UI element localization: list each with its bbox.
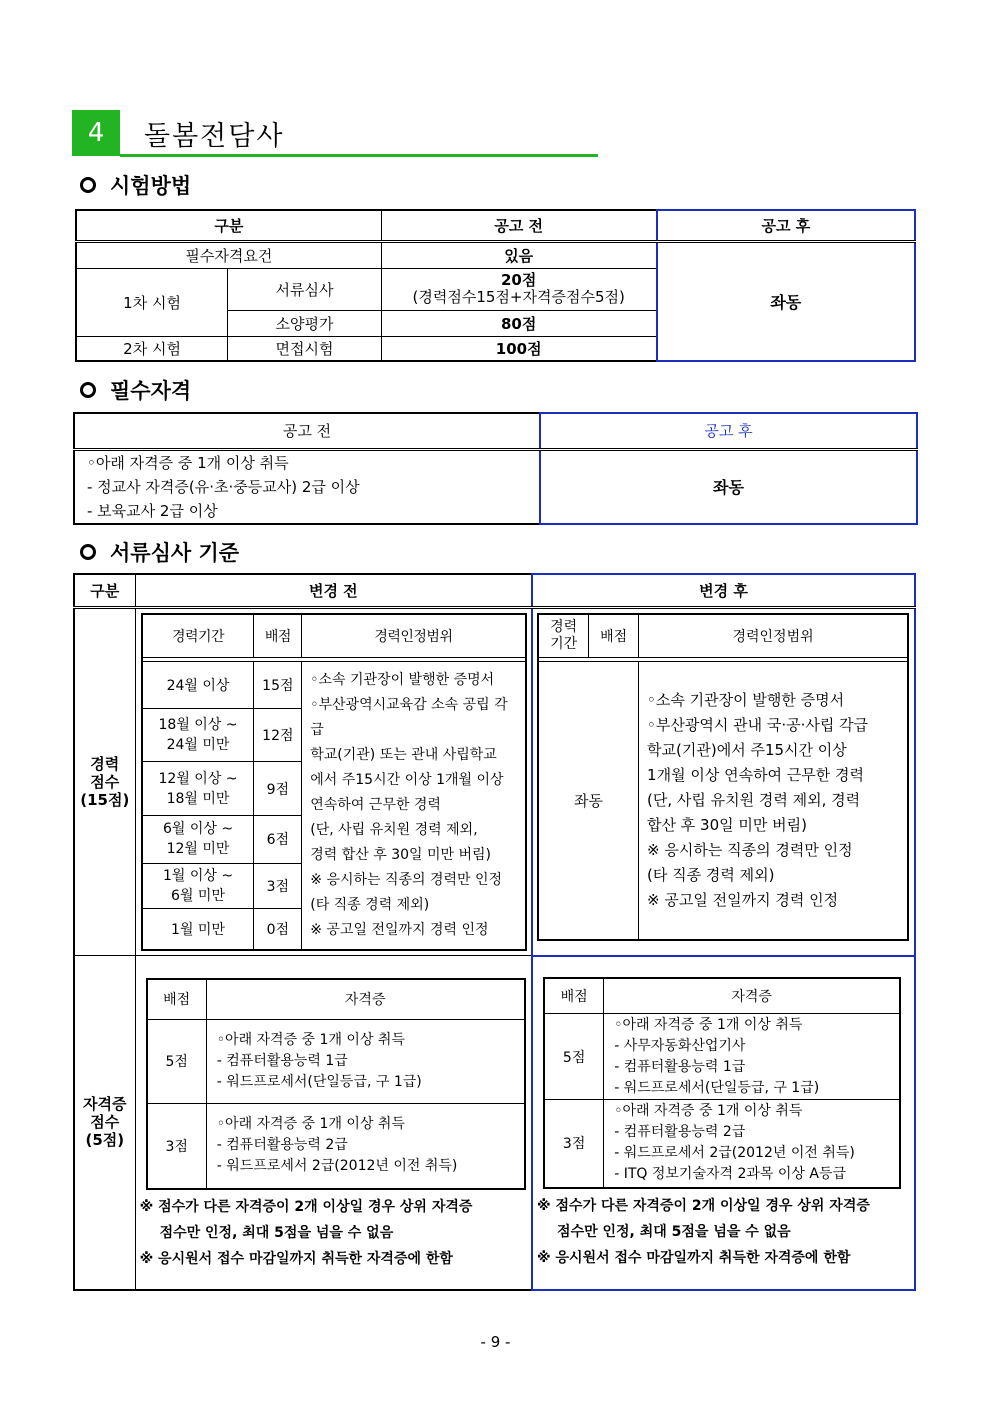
period-score: 12점 xyxy=(254,708,302,762)
circle-bullet-icon xyxy=(80,382,96,398)
qual-header-before: 공고 전 xyxy=(74,413,540,449)
period-score: 15점 xyxy=(254,662,302,709)
circle-bullet-icon xyxy=(80,177,96,193)
doc-review-before: 20점 (경력점수15점+자격증점수5점) xyxy=(381,268,656,310)
exam-after-value: 좌동 xyxy=(657,241,915,361)
period-score: 9점 xyxy=(254,762,302,816)
career-after-cell xyxy=(532,607,915,956)
inner-header-period: 경력 기간 xyxy=(538,614,589,658)
period-score: 3점 xyxy=(254,863,302,908)
cert-before-inner-table xyxy=(146,978,526,1190)
aptitude-label: 소양평가 xyxy=(228,310,382,336)
cert-category: 자격증 점수 (5점) xyxy=(74,956,135,1290)
cert-notes-before: ※ 점수가 다른 자격증이 2개 이상일 경우 상위 자격증 점수만 인정, 최대 5점을 넘을 수 없음 ※ 응시원서 접수 마감일까지 취득한 자격증에 한함 xyxy=(139,1199,473,1267)
interview-label: 면접시험 xyxy=(228,336,382,361)
page-number: - 9 - xyxy=(480,1333,511,1351)
cert-after-cell xyxy=(532,956,915,1290)
cert-before-cell xyxy=(135,956,532,1290)
criteria-header-category: 구분 xyxy=(74,574,135,607)
period-score: 6점 xyxy=(254,816,302,864)
cert-score: 3점 xyxy=(544,1100,604,1188)
cert-header-score: 배점 xyxy=(147,979,207,1019)
required-before: 있음 xyxy=(381,241,656,268)
career-before-inner-table xyxy=(141,613,527,952)
cert-score: 5점 xyxy=(544,1014,604,1100)
qualification-table xyxy=(73,412,918,525)
career-range-after: ◦소속 기관장이 발행한 증명서 ◦부산광역시 관내 국·공·사립 각급 학교(기관)에서 주15시간 이상 1개월 이상 연속하여 근무한 경력 (단, 사립 유치원 경력 제외, 경력 합산 후 30일 미만 버림) ※ 응시하는 직종의 경력만 인정 (타 직종 경력 제외) ※ 공고일 전일까지 경력 인정 xyxy=(639,662,909,940)
second-exam-label: 2차 시험 xyxy=(76,336,228,361)
period-cell: 6월 이상 ~ 12월 미만 xyxy=(142,816,254,864)
inner-header-range: 경력인정범위 xyxy=(302,614,526,658)
circle-bullet-icon xyxy=(80,544,96,560)
period-cell: 1월 이상 ~ 6월 미만 xyxy=(142,863,254,908)
cert-after-inner-table xyxy=(543,977,901,1189)
period-cell: 24월 이상 xyxy=(142,662,254,709)
criteria-heading: 서류심사 기준 xyxy=(80,537,239,567)
section-header xyxy=(72,110,600,158)
criteria-header-after: 변경 후 xyxy=(532,574,915,607)
section-title: 돌봄전담사 xyxy=(144,121,285,152)
cert-list: ◦아래 자격증 중 1개 이상 취득 - 컴퓨터활용능력 2급 - 워드프로세서 2급(2012년 이전 취득) - ITQ 정보기술자격 2과목 이상 A등급 xyxy=(604,1100,900,1188)
criteria-table xyxy=(73,573,916,1291)
inner-header-score: 배점 xyxy=(254,614,302,658)
period-cell: 18월 이상 ~ 24월 미만 xyxy=(142,708,254,762)
qual-header-after: 공고 후 xyxy=(540,413,917,449)
exam-method-table xyxy=(75,209,916,362)
section-number: 4 xyxy=(72,110,120,156)
inner-header-range: 경력인정범위 xyxy=(639,614,909,658)
interview-before: 100점 xyxy=(381,336,656,361)
period-cell: 12월 이상 ~ 18월 미만 xyxy=(142,762,254,816)
section-underline xyxy=(120,154,598,157)
qual-heading: 필수자격 xyxy=(80,375,191,405)
header-before: 공고 전 xyxy=(381,210,656,241)
cert-score: 3점 xyxy=(147,1103,207,1189)
doc-review-label: 서류심사 xyxy=(228,268,382,310)
exam-heading: 시험방법 xyxy=(80,170,191,200)
career-category: 경력 점수 (15점) xyxy=(74,607,135,956)
career-before-cell xyxy=(135,607,532,956)
career-after-inner-table xyxy=(537,613,909,941)
career-after-period: 좌동 xyxy=(538,662,639,940)
cert-header-cert: 자격증 xyxy=(206,979,524,1019)
header-after: 공고 후 xyxy=(657,210,915,241)
qual-before-cell: ◦아래 자격증 중 1개 이상 취득 - 정교사 자격증(유·초·중등교사) 2급 이상 - 보육교사 2급 이상 xyxy=(74,449,540,524)
period-cell: 1월 미만 xyxy=(142,909,254,950)
cert-score: 5점 xyxy=(147,1019,207,1103)
aptitude-before: 80점 xyxy=(381,310,656,336)
cert-header-score: 배점 xyxy=(544,978,604,1014)
cert-list: ◦아래 자격증 중 1개 이상 취득 - 컴퓨터활용능력 1급 - 워드프로세서(단일등급, 구 1급) xyxy=(206,1019,524,1103)
cert-header-cert: 자격증 xyxy=(604,978,900,1014)
qual-after-value: 좌동 xyxy=(540,449,917,524)
cert-list: ◦아래 자격증 중 1개 이상 취득 - 컴퓨터활용능력 2급 - 워드프로세서 2급(2012년 이전 취득) xyxy=(206,1103,524,1189)
cert-list: ◦아래 자격증 중 1개 이상 취득 - 사무자동화산업기사 - 컴퓨터활용능력 1급 - 워드프로세서(단일등급, 구 1급) xyxy=(604,1014,900,1100)
required-label: 필수자격요건 xyxy=(76,241,381,268)
first-exam-label: 1차 시험 xyxy=(76,268,228,336)
criteria-header-before: 변경 전 xyxy=(135,574,532,607)
career-range-before: ◦소속 기관장이 발행한 증명서 ◦부산광역시교육감 소속 공립 각급 학교(기관) 또는 관내 사립학교 에서 주15시간 이상 1개월 이상 연속하여 근무한 경력 (단, 사립 유치원 경력 제외, 경력 합산 후 30일 미만 버림) ※ 응시하는 직종의 경력만 인정 (타 직종 경력 제외) ※ 공고일 전일까지 경력 인정 xyxy=(302,662,526,951)
inner-header-period: 경력기간 xyxy=(142,614,254,658)
cert-notes-after: ※ 점수가 다른 자격증이 2개 이상일 경우 상위 자격증 점수만 인정, 최대 5점을 넘을 수 없음 ※ 응시원서 접수 마감일까지 취득한 자격증에 한함 xyxy=(537,1197,870,1266)
inner-header-score: 배점 xyxy=(589,614,639,658)
period-score: 0점 xyxy=(254,909,302,950)
header-category: 구분 xyxy=(76,210,381,241)
